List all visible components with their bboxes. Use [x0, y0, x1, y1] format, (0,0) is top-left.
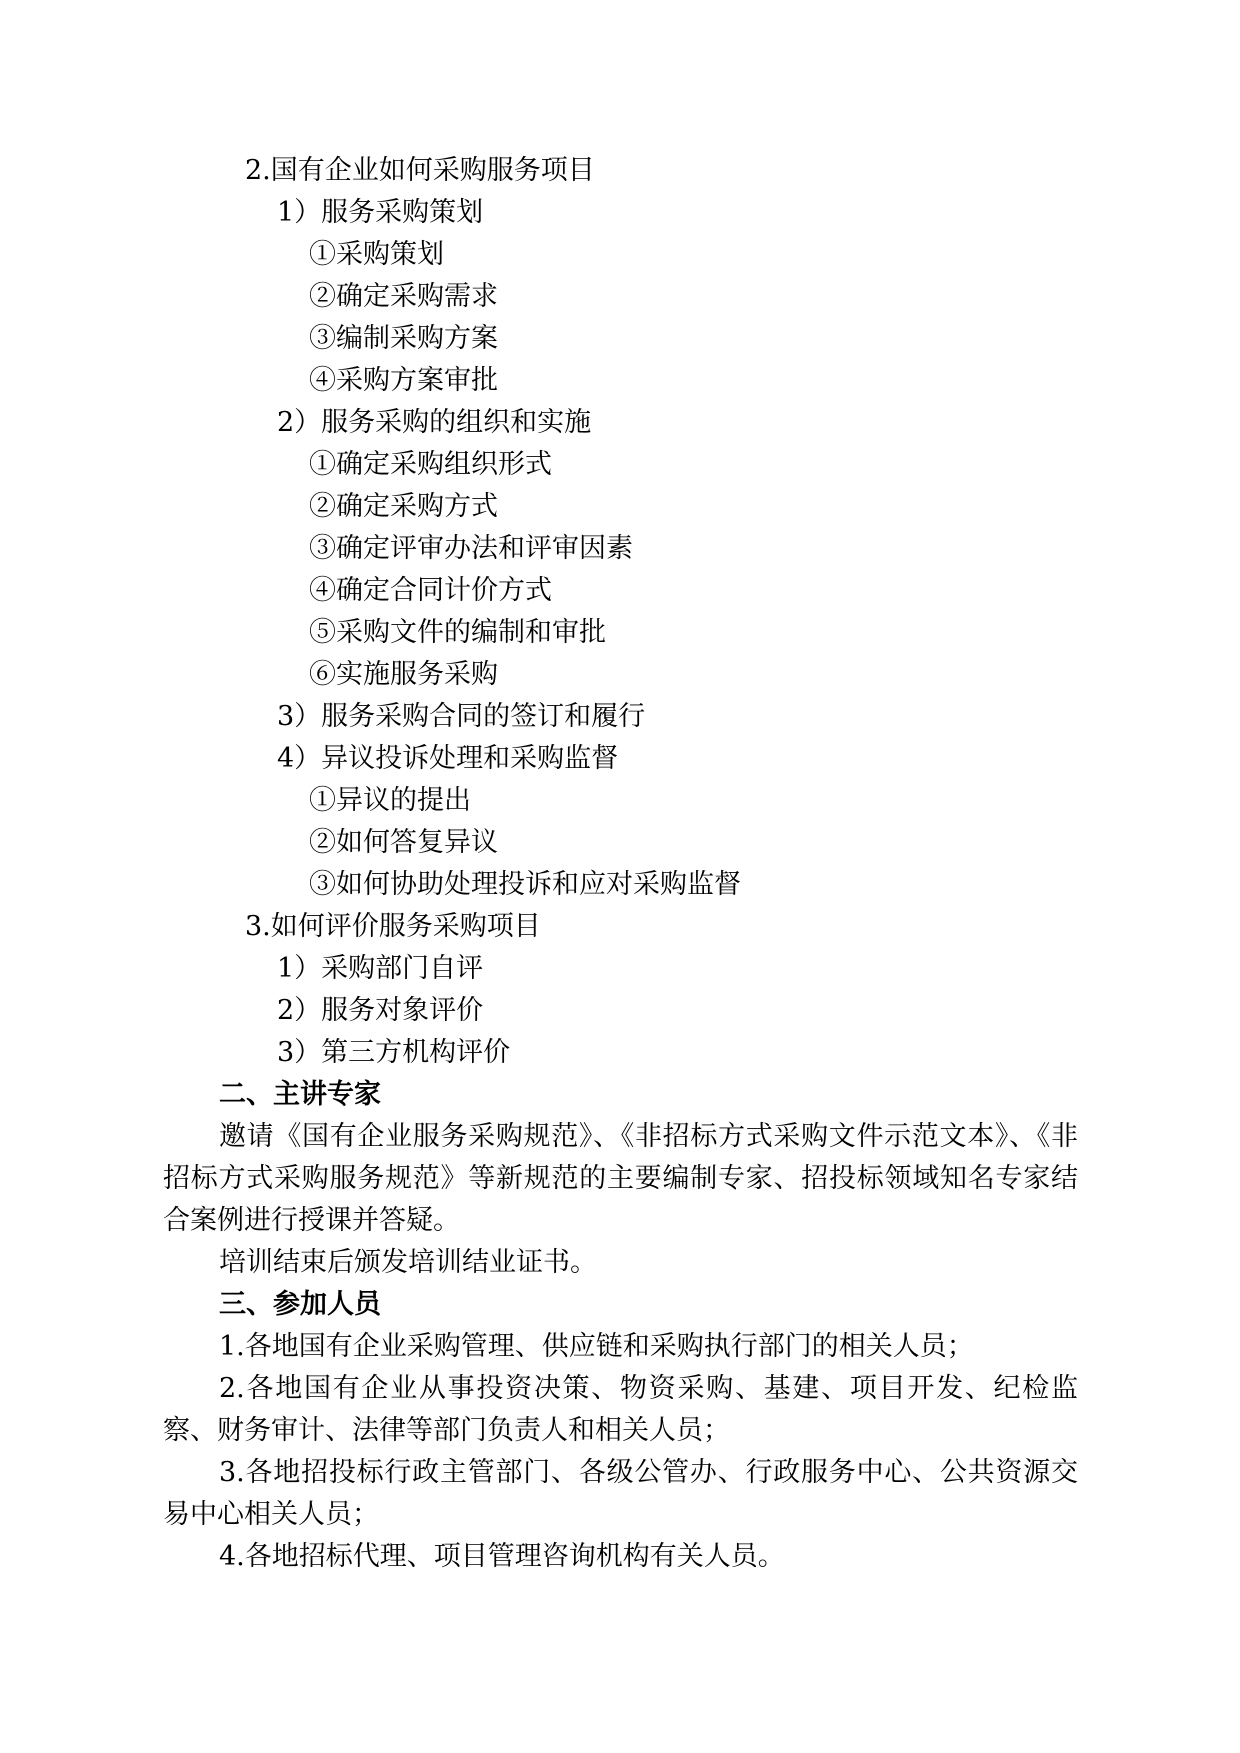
list-item: ④确定合同计价方式	[309, 575, 552, 606]
list-item: ①异议的提出	[309, 785, 471, 816]
list-item: ①确定采购组织形式	[309, 449, 552, 480]
list-item: ②如何答复异议	[309, 827, 498, 858]
document-body	[163, 150, 1078, 1578]
subsection-2-3-title: 3）服务采购合同的签订和履行	[277, 701, 646, 732]
participants-heading: 三、参加人员	[219, 1289, 381, 1320]
list-item: ②确定采购需求	[309, 281, 498, 312]
subsection-2-4-title: 4）异议投诉处理和采购监督	[277, 743, 619, 774]
participant-item: 1.各地国有企业采购管理、供应链和采购执行部门的相关人员；	[219, 1331, 974, 1362]
list-item: 1）采购部门自评	[277, 953, 484, 984]
participant-item: 4.各地招标代理、项目管理咨询机构有关人员。	[219, 1541, 785, 1572]
certificate-paragraph: 培训结束后颁发培训结业证书。	[219, 1247, 597, 1278]
list-item: ④采购方案审批	[309, 365, 498, 396]
list-item: 3）第三方机构评价	[277, 1037, 511, 1068]
list-item: 2）服务对象评价	[277, 995, 484, 1026]
list-item: ②确定采购方式	[309, 491, 498, 522]
section-3-title: 3.如何评价服务采购项目	[245, 911, 541, 942]
participant-item: 3.各地招投标行政主管部门、各级公管办、行政服务中心、公共资源交易中心相关人员；	[163, 1457, 1078, 1530]
subsection-2-2-title: 2）服务采购的组织和实施	[277, 407, 592, 438]
section-2-title: 2.国有企业如何采购服务项目	[245, 155, 595, 186]
list-item: ③如何协助处理投诉和应对采购监督	[309, 869, 741, 900]
list-item: ⑥实施服务采购	[309, 659, 498, 690]
list-item: ③确定评审办法和评审因素	[309, 533, 633, 564]
participant-item: 2.各地国有企业从事投资决策、物资采购、基建、项目开发、纪检监察、财务审计、法律等部门负责人和相关人员；	[163, 1373, 1078, 1446]
experts-heading: 二、主讲专家	[219, 1079, 381, 1110]
experts-paragraph: 邀请《国有企业服务采购规范》、《非招标方式采购文件示范文本》、《非招标方式采购服务规范》等新规范的主要编制专家、招投标领域知名专家结合案例进行授课并答疑。	[163, 1121, 1078, 1236]
list-item: ③编制采购方案	[309, 323, 498, 354]
list-item: ⑤采购文件的编制和审批	[309, 617, 606, 648]
subsection-2-1-title: 1）服务采购策划	[277, 197, 484, 228]
list-item: ①采购策划	[309, 239, 444, 270]
